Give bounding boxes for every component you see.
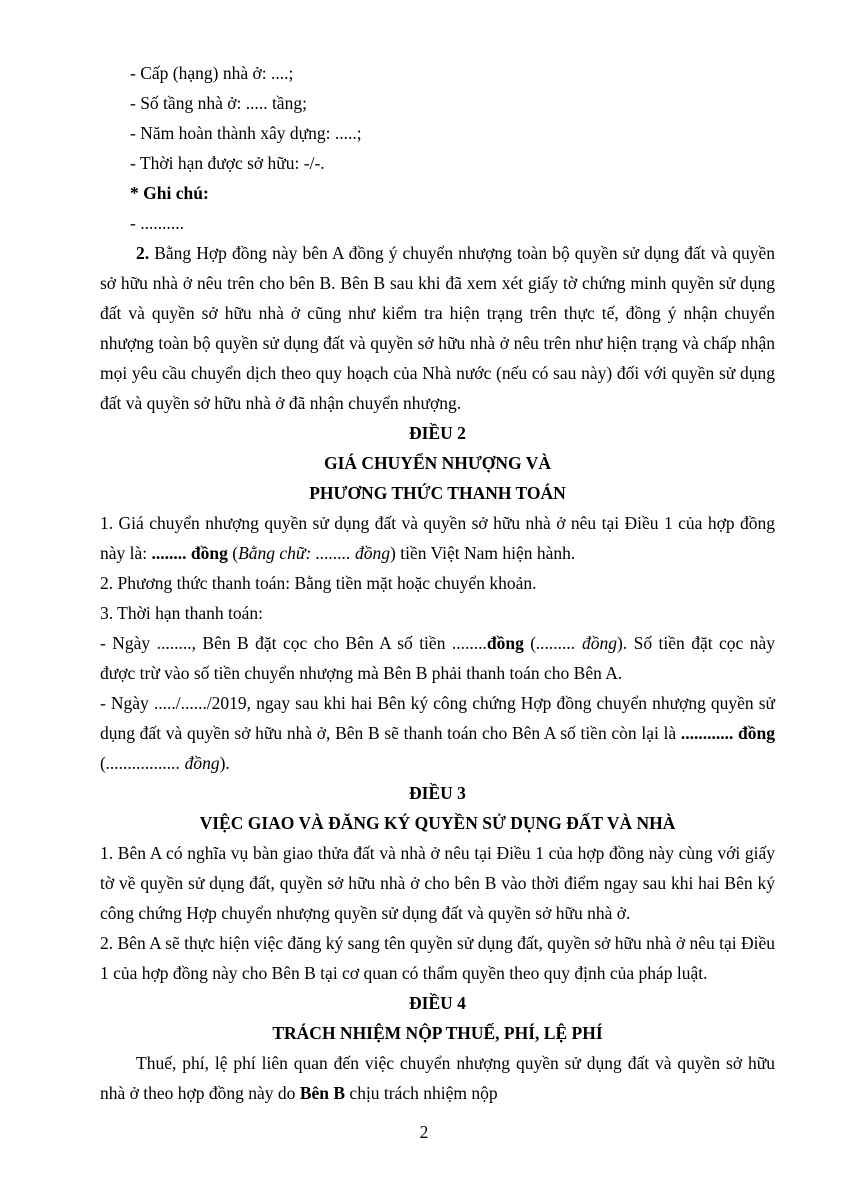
deposit-suffix: ). Số tiền đặt cọc này được trừ vào số tiền chuyển nhượng mà Bên B phải thanh toán cho Bên A. bbox=[100, 633, 776, 683]
article-3-item-1: 1. Bên A có nghĩa vụ bàn giao thửa đất và nhà ở nêu tại Điều 1 của hợp đồng này cùng với giấy tờ về quyền sử dụng đất, quyền sở hữu nhà ở cho bên B vào thời điểm ngay sau khi hai Bên ký công chứng Hợp chuyển nhượng quyền sử dụng đất và quyền sở hữu nhà ở. bbox=[100, 843, 775, 923]
final-payment-amount: ............ đồng bbox=[680, 723, 775, 743]
article-3-title: VIỆC GIAO VÀ ĐĂNG KÝ QUYỀN SỬ DỤNG ĐẤT VÀ NHÀ bbox=[199, 813, 676, 833]
document-body bbox=[100, 58, 775, 1108]
deposit-paragraph bbox=[100, 628, 775, 688]
house-grade-line: - Cấp (hạng) nhà ở: ....; bbox=[130, 63, 294, 83]
clause-number: 2. bbox=[136, 243, 150, 263]
floors-line: - Số tầng nhà ở: ..... tầng; bbox=[130, 93, 307, 113]
final-payment-prefix: - Ngày ...../....../2019, ngay sau khi hai Bên ký công chứng Hợp đồng chuyển nhượng quyền sử dụng đất và quyền sở hữu nhà ở, Bên B sẽ thanh toán cho Bên A số tiền còn lại là bbox=[100, 693, 775, 743]
final-payment-paragraph bbox=[100, 688, 775, 778]
tax-text-suffix: chịu trách nhiệm nộp bbox=[345, 1083, 498, 1103]
price-paren-open: ( bbox=[227, 543, 239, 563]
clause-1-2-paragraph bbox=[100, 238, 775, 418]
note-value: - .......... bbox=[130, 213, 184, 233]
responsible-party: Bên B bbox=[299, 1083, 346, 1103]
tax-text-prefix: Thuế, phí, lệ phí liên quan đến việc chuyển nhượng quyền sử dụng đất và quyền sở hữu nhà ở theo hợp đồng này do bbox=[100, 1053, 775, 1103]
deposit-in-words: ......... đồng bbox=[536, 633, 617, 653]
article-3-item-2: 2. Bên A sẽ thực hiện việc đăng ký sang tên quyền sử dụng đất, quyền sở hữu nhà ở nêu tại Điều 1 của hợp đồng này cho Bên B tại cơ quan có thẩm quyền theo quy định của pháp luật. bbox=[100, 933, 775, 983]
deposit-prefix: - Ngày ........, Bên B đặt cọc cho Bên A số tiền ........ bbox=[100, 633, 487, 653]
deposit-paren-open: ( bbox=[523, 633, 537, 653]
deposit-unit: đồng bbox=[486, 633, 524, 653]
article-4-title: TRÁCH NHIỆM NỘP THUẾ, PHÍ, LỆ PHÍ bbox=[272, 1023, 603, 1043]
final-payment-suffix: ). bbox=[219, 753, 230, 773]
article-2-title-line1: GIÁ CHUYỂN NHƯỢNG VÀ bbox=[323, 453, 552, 473]
article-2-item-3: 3. Thời hạn thanh toán: bbox=[100, 603, 264, 623]
article-2-title-line2: PHƯƠNG THỨC THANH TOÁN bbox=[309, 483, 566, 503]
article-3-heading: ĐIỀU 3 bbox=[409, 783, 466, 803]
completion-year-line: - Năm hoàn thành xây dựng: .....; bbox=[130, 123, 362, 143]
article-2-heading: ĐIỀU 2 bbox=[409, 423, 466, 443]
price-prefix: 1. Giá chuyển nhượng quyền sử dụng đất và quyền sở hữu nhà ở nêu tại Điều 1 của hợp đồng này là: bbox=[100, 513, 775, 563]
final-payment-paren-open: ( bbox=[100, 753, 106, 773]
page-number: 2 bbox=[419, 1122, 429, 1142]
ownership-term-line: - Thời hạn được sở hữu: -/-. bbox=[130, 153, 325, 173]
final-payment-in-words: ................. đồng bbox=[105, 753, 220, 773]
article-2-item-1 bbox=[100, 508, 775, 568]
note-heading: * Ghi chú: bbox=[130, 183, 209, 203]
article-4-paragraph bbox=[100, 1048, 775, 1108]
article-4-heading: ĐIỀU 4 bbox=[409, 993, 466, 1013]
price-amount: ........ đồng bbox=[151, 543, 228, 563]
price-suffix: ) tiền Việt Nam hiện hành. bbox=[390, 543, 576, 563]
clause-text: Bằng Hợp đồng này bên A đồng ý chuyển nhượng toàn bộ quyền sử dụng đất và quyền sở hữu nhà ở nêu trên cho bên B. Bên B sau khi đã xem xét giấy tờ chứng minh quyền sử dụng đất và quyền sở hữu nhà ở cũng như kiểm tra hiện trạng trên thực tế, đồng ý nhận chuyển nhượng toàn bộ quyền sử dụng đất và quyền sở hữu nhà ở nêu trên như hiện trạng và chấp nhận mọi yêu cầu chuyển dịch theo quy hoạch của Nhà nước (nếu có sau này) đối với quyền sử dụng đất và quyền sở hữu nhà ở đã nhận chuyển nhượng. bbox=[100, 243, 775, 413]
price-in-words: Bằng chữ: ........ đồng bbox=[238, 543, 391, 563]
article-2-item-2: 2. Phương thức thanh toán: Bằng tiền mặt hoặc chuyển khoản. bbox=[100, 573, 537, 593]
